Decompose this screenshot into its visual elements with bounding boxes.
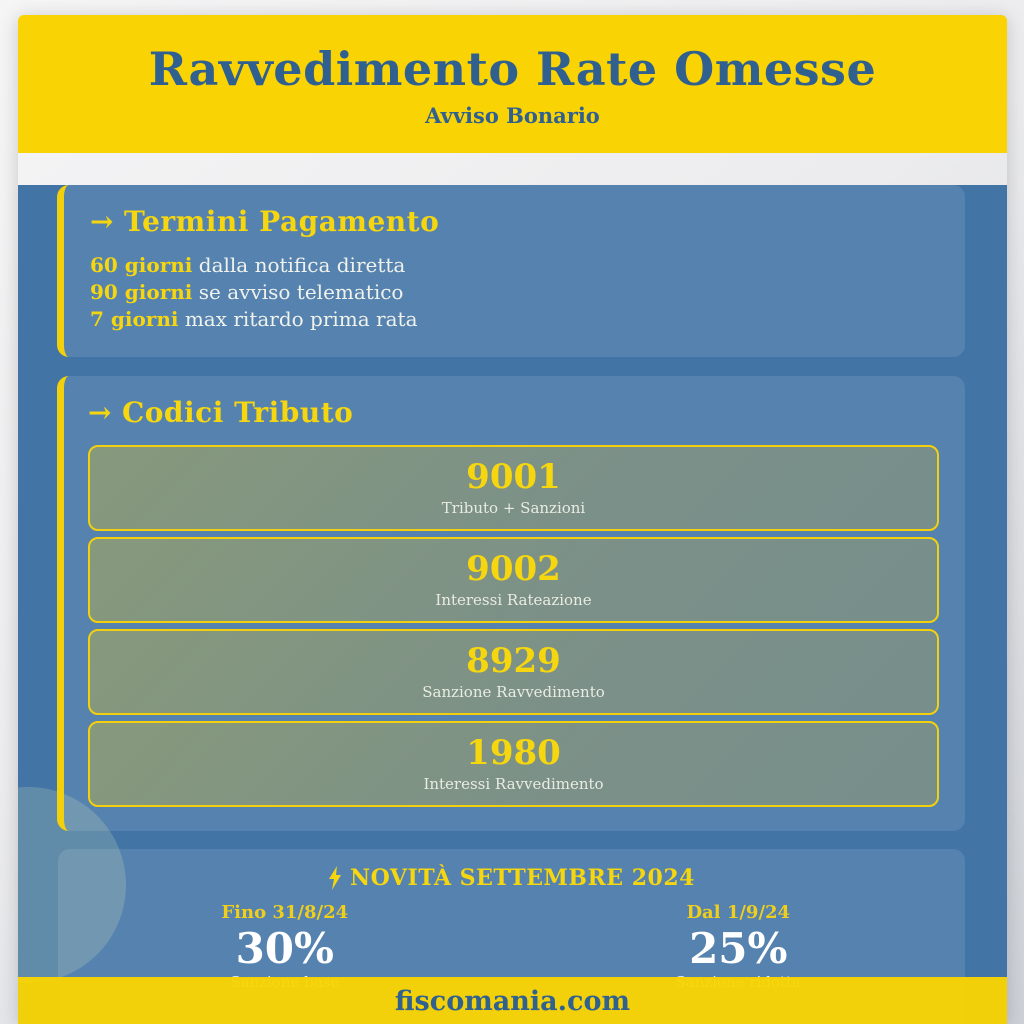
infographic-poster <box>18 15 1007 1024</box>
period-label: Dal 1/9/24 <box>686 902 791 923</box>
code-card-9001 <box>88 445 939 531</box>
page-subtitle: Avviso Bonario <box>425 103 600 128</box>
period-label: Fino 31/8/24 <box>221 902 349 923</box>
code-card-9002 <box>88 537 939 623</box>
percentage-value: 30% <box>235 924 334 973</box>
term-days: 90 giorni <box>90 280 193 304</box>
poster-body <box>18 185 1007 1024</box>
list-item <box>90 279 939 306</box>
term-text: dalla notifica diretta <box>192 253 406 277</box>
termini-heading <box>90 205 939 238</box>
footer-band <box>18 977 1007 1024</box>
term-text: se avviso telematico <box>192 280 404 304</box>
novita-heading <box>328 865 695 891</box>
code-label: Interessi Rateazione <box>435 591 592 609</box>
header-band <box>18 15 1007 153</box>
section-codici-tributo <box>57 376 965 831</box>
list-item <box>90 306 939 333</box>
code-number: 8929 <box>466 641 561 681</box>
page-title: Ravvedimento Rate Omesse <box>148 42 877 96</box>
term-days: 60 giorni <box>90 253 193 277</box>
codici-heading-label: Codici Tributo <box>121 396 354 429</box>
codici-heading <box>88 396 939 429</box>
footer-site-name: fiscomania.com <box>394 986 631 1017</box>
code-label: Interessi Ravvedimento <box>423 775 604 793</box>
code-label: Sanzione Ravvedimento <box>422 683 605 701</box>
termini-list <box>90 252 939 333</box>
term-days: 7 giorni <box>90 307 179 331</box>
termini-heading-label: Termini Pagamento <box>123 205 440 238</box>
code-number: 9002 <box>466 549 561 589</box>
code-card-1980 <box>88 721 939 807</box>
term-text: max ritardo prima rata <box>178 307 418 331</box>
lightning-icon <box>328 866 342 890</box>
arrow-right-icon: → <box>90 205 114 238</box>
code-card-8929 <box>88 629 939 715</box>
list-item <box>90 252 939 279</box>
code-list <box>88 445 939 807</box>
arrow-right-icon: → <box>88 396 112 429</box>
code-number: 1980 <box>466 733 561 773</box>
novita-heading-label: NOVITÀ SETTEMBRE 2024 <box>350 865 695 891</box>
code-label: Tributo + Sanzioni <box>441 499 586 517</box>
section-termini-pagamento <box>57 185 965 357</box>
percentage-value: 25% <box>689 924 788 973</box>
code-number: 9001 <box>466 457 561 497</box>
